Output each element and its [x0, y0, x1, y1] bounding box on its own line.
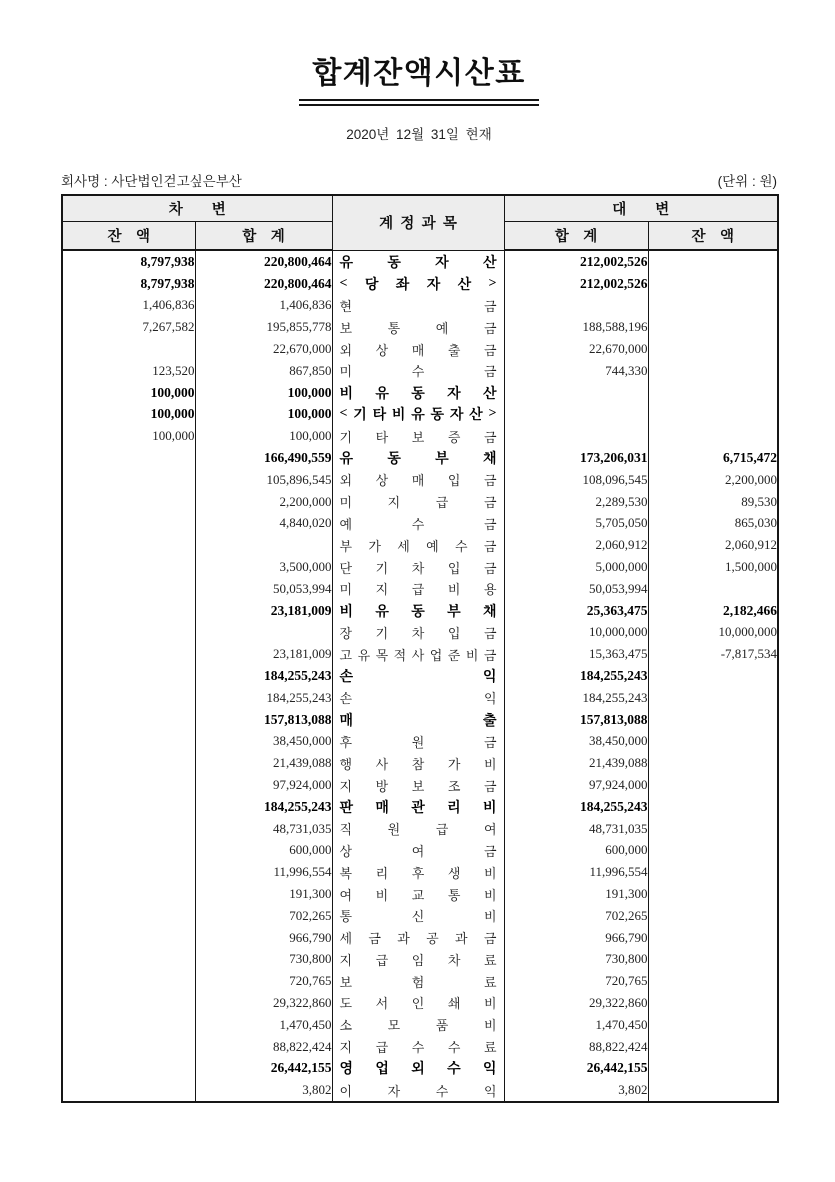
debit-balance-cell [62, 491, 195, 513]
account-name: 이 자 수 익 [339, 1083, 497, 1099]
account-name: < 기 타 비 유 동 자 산 > [339, 406, 497, 424]
account-name: 현 금 [339, 298, 497, 314]
debit-balance-cell: 8,797,938 [62, 273, 195, 295]
debit-total-cell: 88,822,424 [195, 1036, 332, 1058]
account-cell [332, 665, 504, 687]
account-name: 외 상 매 출 금 [339, 342, 497, 358]
debit-total-cell: 100,000 [195, 382, 332, 404]
debit-total-cell: 105,896,545 [195, 469, 332, 491]
credit-total-cell: 184,255,243 [504, 796, 648, 818]
debit-total-cell: 867,850 [195, 360, 332, 382]
table-row [62, 861, 778, 883]
credit-balance-cell [648, 796, 778, 818]
credit-total-cell [504, 295, 648, 317]
table-row [62, 556, 778, 578]
credit-total-cell: 173,206,031 [504, 447, 648, 469]
table-row [62, 622, 778, 644]
credit-total-cell: 48,731,035 [504, 818, 648, 840]
credit-total-cell [504, 382, 648, 404]
account-cell [332, 752, 504, 774]
credit-balance-cell [648, 687, 778, 709]
table-row [62, 382, 778, 404]
credit-balance-cell: 2,200,000 [648, 469, 778, 491]
debit-total-cell: 1,470,450 [195, 1014, 332, 1036]
credit-total-cell: 5,000,000 [504, 556, 648, 578]
table-row [62, 970, 778, 992]
debit-balance-cell [62, 338, 195, 360]
credit-total-cell: 29,322,860 [504, 992, 648, 1014]
credit-balance-cell: 865,030 [648, 513, 778, 535]
table-row [62, 513, 778, 535]
table-row [62, 469, 778, 491]
debit-balance-cell [62, 883, 195, 905]
credit-total-cell: 38,450,000 [504, 731, 648, 753]
account-cell [332, 883, 504, 905]
account-name: 비 유 동 부 채 [339, 604, 497, 620]
debit-total-cell: 100,000 [195, 404, 332, 426]
credit-total-cell: 88,822,424 [504, 1036, 648, 1058]
account-cell [332, 731, 504, 753]
account-cell [332, 796, 504, 818]
table-row [62, 360, 778, 382]
credit-balance-cell [648, 774, 778, 796]
account-cell [332, 578, 504, 600]
credit-balance-cell: 2,060,912 [648, 534, 778, 556]
credit-total-cell: 5,705,050 [504, 513, 648, 535]
debit-balance-cell [62, 556, 195, 578]
debit-balance-cell: 1,406,836 [62, 295, 195, 317]
debit-balance-cell [62, 970, 195, 992]
table-row [62, 643, 778, 665]
trial-balance-document [61, 0, 777, 1103]
debit-total-cell: 1,406,836 [195, 295, 332, 317]
account-cell [332, 250, 504, 273]
credit-balance-cell [648, 1057, 778, 1079]
debit-total-cell: 702,265 [195, 905, 332, 927]
credit-balance-cell [648, 992, 778, 1014]
account-cell [332, 1036, 504, 1058]
credit-total-cell [504, 404, 648, 426]
credit-total-cell: 22,670,000 [504, 338, 648, 360]
account-cell [332, 273, 504, 295]
table-row [62, 840, 778, 862]
account-name: 소 모 품 비 [339, 1018, 497, 1034]
account-name: 직 원 급 여 [339, 822, 497, 838]
table-row [62, 774, 778, 796]
table-row [62, 534, 778, 556]
table-header [62, 195, 778, 250]
account-name: 미 수 금 [339, 364, 497, 380]
debit-balance-cell [62, 578, 195, 600]
credit-total-cell: 97,924,000 [504, 774, 648, 796]
account-title-header: 계 정 과 목 [332, 195, 504, 250]
credit-balance-cell: -7,817,534 [648, 643, 778, 665]
table-row [62, 491, 778, 513]
table-row [62, 731, 778, 753]
credit-total-cell: 212,002,526 [504, 273, 648, 295]
credit-balance-cell [648, 949, 778, 971]
debit-balance-cell [62, 534, 195, 556]
debit-balance-cell [62, 1079, 195, 1102]
credit-total-cell: 212,002,526 [504, 250, 648, 273]
debit-total-cell: 21,439,088 [195, 752, 332, 774]
table-row [62, 709, 778, 731]
debit-total-cell: 966,790 [195, 927, 332, 949]
credit-balance-cell: 89,530 [648, 491, 778, 513]
debit-balance-cell [62, 861, 195, 883]
debit-balance-cell [62, 731, 195, 753]
debit-balance-cell [62, 513, 195, 535]
table-row [62, 425, 778, 447]
table-row [62, 295, 778, 317]
credit-total-cell: 11,996,554 [504, 861, 648, 883]
debit-balance-cell [62, 949, 195, 971]
debit-balance-cell: 123,520 [62, 360, 195, 382]
account-cell [332, 404, 504, 426]
account-cell [332, 469, 504, 491]
debit-balance-cell [62, 1057, 195, 1079]
account-cell [332, 1079, 504, 1102]
debit-total-cell: 2,200,000 [195, 491, 332, 513]
credit-total-header: 합 계 [504, 222, 648, 251]
account-name: 손 익 [339, 691, 497, 707]
account-cell [332, 774, 504, 796]
account-cell [332, 970, 504, 992]
account-name: 복 리 후 생 비 [339, 865, 497, 881]
account-cell [332, 316, 504, 338]
debit-balance-cell: 100,000 [62, 382, 195, 404]
account-name: 고 유 목 적 사 업 준 비 금 [339, 647, 497, 663]
debit-total-cell: 730,800 [195, 949, 332, 971]
account-cell [332, 491, 504, 513]
table-row [62, 316, 778, 338]
account-cell [332, 622, 504, 644]
account-name: 매 출 [339, 713, 497, 729]
account-cell [332, 600, 504, 622]
table-row [62, 404, 778, 426]
credit-group-header: 대 변 [504, 195, 778, 222]
credit-balance-cell [648, 970, 778, 992]
credit-total-cell: 1,470,450 [504, 1014, 648, 1036]
table-row [62, 818, 778, 840]
account-name: 부 가 세 예 수 금 [339, 538, 497, 554]
credit-balance-cell [648, 382, 778, 404]
debit-balance-cell: 100,000 [62, 425, 195, 447]
account-cell [332, 360, 504, 382]
debit-balance-cell [62, 600, 195, 622]
debit-balance-cell [62, 1014, 195, 1036]
debit-balance-cell [62, 796, 195, 818]
account-name: 보 험 료 [339, 974, 497, 990]
account-name: 단 기 차 입 금 [339, 560, 497, 576]
debit-balance-cell: 8,797,938 [62, 250, 195, 273]
credit-balance-cell: 2,182,466 [648, 600, 778, 622]
trial-balance-table [61, 194, 779, 1103]
debit-total-cell: 48,731,035 [195, 818, 332, 840]
credit-total-cell: 25,363,475 [504, 600, 648, 622]
debit-total-cell: 3,500,000 [195, 556, 332, 578]
debit-total-cell: 29,322,860 [195, 992, 332, 1014]
table-row [62, 687, 778, 709]
debit-total-cell: 97,924,000 [195, 774, 332, 796]
account-cell [332, 709, 504, 731]
table-row [62, 578, 778, 600]
table-row [62, 905, 778, 927]
credit-balance-cell [648, 818, 778, 840]
account-cell [332, 534, 504, 556]
credit-balance-cell [648, 578, 778, 600]
table-row [62, 752, 778, 774]
account-cell [332, 687, 504, 709]
debit-balance-cell [62, 643, 195, 665]
debit-total-cell: 4,840,020 [195, 513, 332, 535]
credit-balance-cell [648, 731, 778, 753]
table-row [62, 447, 778, 469]
account-cell [332, 382, 504, 404]
account-name: 상 여 금 [339, 843, 497, 859]
credit-balance-cell [648, 840, 778, 862]
credit-balance-cell [648, 273, 778, 295]
account-cell [332, 338, 504, 360]
credit-balance-cell [648, 1014, 778, 1036]
debit-total-cell: 22,670,000 [195, 338, 332, 360]
credit-total-cell: 730,800 [504, 949, 648, 971]
credit-total-cell: 21,439,088 [504, 752, 648, 774]
credit-balance-cell [648, 927, 778, 949]
credit-balance-cell [648, 709, 778, 731]
debit-balance-cell [62, 469, 195, 491]
credit-total-cell: 184,255,243 [504, 687, 648, 709]
debit-total-cell: 38,450,000 [195, 731, 332, 753]
credit-total-cell: 15,363,475 [504, 643, 648, 665]
debit-total-cell: 720,765 [195, 970, 332, 992]
account-cell [332, 425, 504, 447]
credit-total-cell: 108,096,545 [504, 469, 648, 491]
credit-balance-header: 잔 액 [648, 222, 778, 251]
debit-total-cell: 184,255,243 [195, 665, 332, 687]
meta-row [61, 170, 777, 190]
account-cell [332, 1014, 504, 1036]
credit-balance-cell [648, 338, 778, 360]
table-row [62, 665, 778, 687]
debit-balance-cell [62, 1036, 195, 1058]
account-name: 유 동 부 채 [339, 452, 497, 468]
table-row [62, 1036, 778, 1058]
debit-total-cell [195, 534, 332, 556]
account-cell [332, 818, 504, 840]
debit-balance-cell [62, 927, 195, 949]
credit-total-cell: 50,053,994 [504, 578, 648, 600]
credit-balance-cell [648, 250, 778, 273]
credit-balance-cell [648, 295, 778, 317]
credit-total-cell: 10,000,000 [504, 622, 648, 644]
debit-balance-cell: 7,267,582 [62, 316, 195, 338]
credit-balance-cell [648, 1079, 778, 1102]
debit-balance-cell [62, 840, 195, 862]
debit-total-cell: 100,000 [195, 425, 332, 447]
credit-total-cell: 3,802 [504, 1079, 648, 1102]
table-row [62, 338, 778, 360]
credit-balance-cell [648, 752, 778, 774]
credit-balance-cell [648, 1036, 778, 1058]
account-cell [332, 447, 504, 469]
account-name: 지 급 수 수 료 [339, 1040, 497, 1056]
table-row [62, 927, 778, 949]
credit-total-cell: 2,289,530 [504, 491, 648, 513]
unit-label: (단위 : 원) [717, 174, 777, 189]
debit-total-cell: 3,802 [195, 1079, 332, 1102]
credit-total-cell: 702,265 [504, 905, 648, 927]
credit-total-cell: 188,588,196 [504, 316, 648, 338]
debit-group-header: 차 변 [62, 195, 332, 222]
account-name: 세 금 과 공 과 금 [339, 931, 497, 947]
debit-balance-cell [62, 818, 195, 840]
account-name: < 당 좌 자 산 > [339, 275, 497, 293]
credit-total-cell: 26,442,155 [504, 1057, 648, 1079]
account-name: 통 신 비 [339, 909, 497, 925]
table-row [62, 1079, 778, 1102]
table-row [62, 883, 778, 905]
credit-total-cell: 2,060,912 [504, 534, 648, 556]
debit-balance-cell [62, 622, 195, 644]
table-row [62, 949, 778, 971]
debit-total-cell [195, 622, 332, 644]
debit-balance-cell [62, 752, 195, 774]
account-name: 후 원 금 [339, 734, 497, 750]
debit-total-cell: 166,490,559 [195, 447, 332, 469]
account-name: 미 지 급 비 용 [339, 582, 497, 598]
debit-total-cell: 184,255,243 [195, 687, 332, 709]
credit-balance-cell [648, 316, 778, 338]
account-name: 유 동 자 산 [339, 255, 497, 271]
table-row [62, 992, 778, 1014]
account-name: 도 서 인 쇄 비 [339, 996, 497, 1012]
account-cell [332, 927, 504, 949]
account-name: 예 수 금 [339, 516, 497, 532]
debit-total-cell: 220,800,464 [195, 273, 332, 295]
debit-balance-cell [62, 447, 195, 469]
report-date: 2020년 12월 31일 현재 [346, 127, 492, 142]
credit-balance-cell: 1,500,000 [648, 556, 778, 578]
account-name: 기 타 보 증 금 [339, 429, 497, 445]
credit-balance-cell [648, 425, 778, 447]
account-name: 손 익 [339, 670, 497, 686]
account-name: 여 비 교 통 비 [339, 887, 497, 903]
credit-total-cell: 600,000 [504, 840, 648, 862]
account-name: 지 급 임 차 료 [339, 952, 497, 968]
credit-balance-cell [648, 404, 778, 426]
credit-total-cell: 966,790 [504, 927, 648, 949]
credit-total-cell: 184,255,243 [504, 665, 648, 687]
table-row [62, 600, 778, 622]
credit-balance-cell [648, 665, 778, 687]
page-title: 합계잔액시산표 [299, 48, 538, 106]
debit-balance-cell [62, 905, 195, 927]
credit-total-cell: 720,765 [504, 970, 648, 992]
credit-balance-cell [648, 360, 778, 382]
credit-total-cell: 157,813,088 [504, 709, 648, 731]
table-row [62, 250, 778, 273]
account-name: 비 유 동 자 산 [339, 386, 497, 402]
account-cell [332, 295, 504, 317]
account-name: 지 방 보 조 금 [339, 778, 497, 794]
credit-balance-cell: 6,715,472 [648, 447, 778, 469]
account-cell [332, 905, 504, 927]
account-cell [332, 861, 504, 883]
debit-balance-cell [62, 665, 195, 687]
account-cell [332, 643, 504, 665]
debit-total-cell: 11,996,554 [195, 861, 332, 883]
credit-total-cell: 744,330 [504, 360, 648, 382]
debit-total-cell: 600,000 [195, 840, 332, 862]
debit-total-cell: 26,442,155 [195, 1057, 332, 1079]
debit-total-cell: 184,255,243 [195, 796, 332, 818]
debit-total-header: 합 계 [195, 222, 332, 251]
table-row [62, 273, 778, 295]
debit-balance-cell [62, 687, 195, 709]
debit-total-cell: 157,813,088 [195, 709, 332, 731]
credit-balance-cell [648, 861, 778, 883]
company-name: 회사명 : 사단법인걷고싶은부산 [61, 174, 242, 189]
account-name: 미 지 급 금 [339, 495, 497, 511]
account-name: 외 상 매 입 금 [339, 473, 497, 489]
account-cell [332, 949, 504, 971]
credit-balance-cell: 10,000,000 [648, 622, 778, 644]
debit-total-cell: 220,800,464 [195, 250, 332, 273]
debit-total-cell: 23,181,009 [195, 600, 332, 622]
account-cell [332, 556, 504, 578]
table-row [62, 1057, 778, 1079]
title-section [61, 0, 777, 106]
table-row [62, 1014, 778, 1036]
debit-balance-cell [62, 709, 195, 731]
credit-total-cell: 191,300 [504, 883, 648, 905]
debit-total-cell: 50,053,994 [195, 578, 332, 600]
debit-balance-cell [62, 774, 195, 796]
debit-total-cell: 195,855,778 [195, 316, 332, 338]
account-name: 행 사 참 가 비 [339, 756, 497, 772]
table-body [62, 250, 778, 1102]
debit-balance-header: 잔 액 [62, 222, 195, 251]
table-row [62, 796, 778, 818]
account-cell [332, 840, 504, 862]
credit-total-cell [504, 425, 648, 447]
credit-balance-cell [648, 905, 778, 927]
debit-total-cell: 23,181,009 [195, 643, 332, 665]
account-name: 판 매 관 리 비 [339, 800, 497, 816]
debit-total-cell: 191,300 [195, 883, 332, 905]
debit-balance-cell: 100,000 [62, 404, 195, 426]
account-name: 보 통 예 금 [339, 320, 497, 336]
account-cell [332, 992, 504, 1014]
account-name: 영 업 외 수 익 [339, 1062, 497, 1078]
credit-balance-cell [648, 883, 778, 905]
header-row-groups [62, 195, 778, 222]
account-cell [332, 513, 504, 535]
account-cell [332, 1057, 504, 1079]
account-name: 장 기 차 입 금 [339, 625, 497, 641]
debit-balance-cell [62, 992, 195, 1014]
